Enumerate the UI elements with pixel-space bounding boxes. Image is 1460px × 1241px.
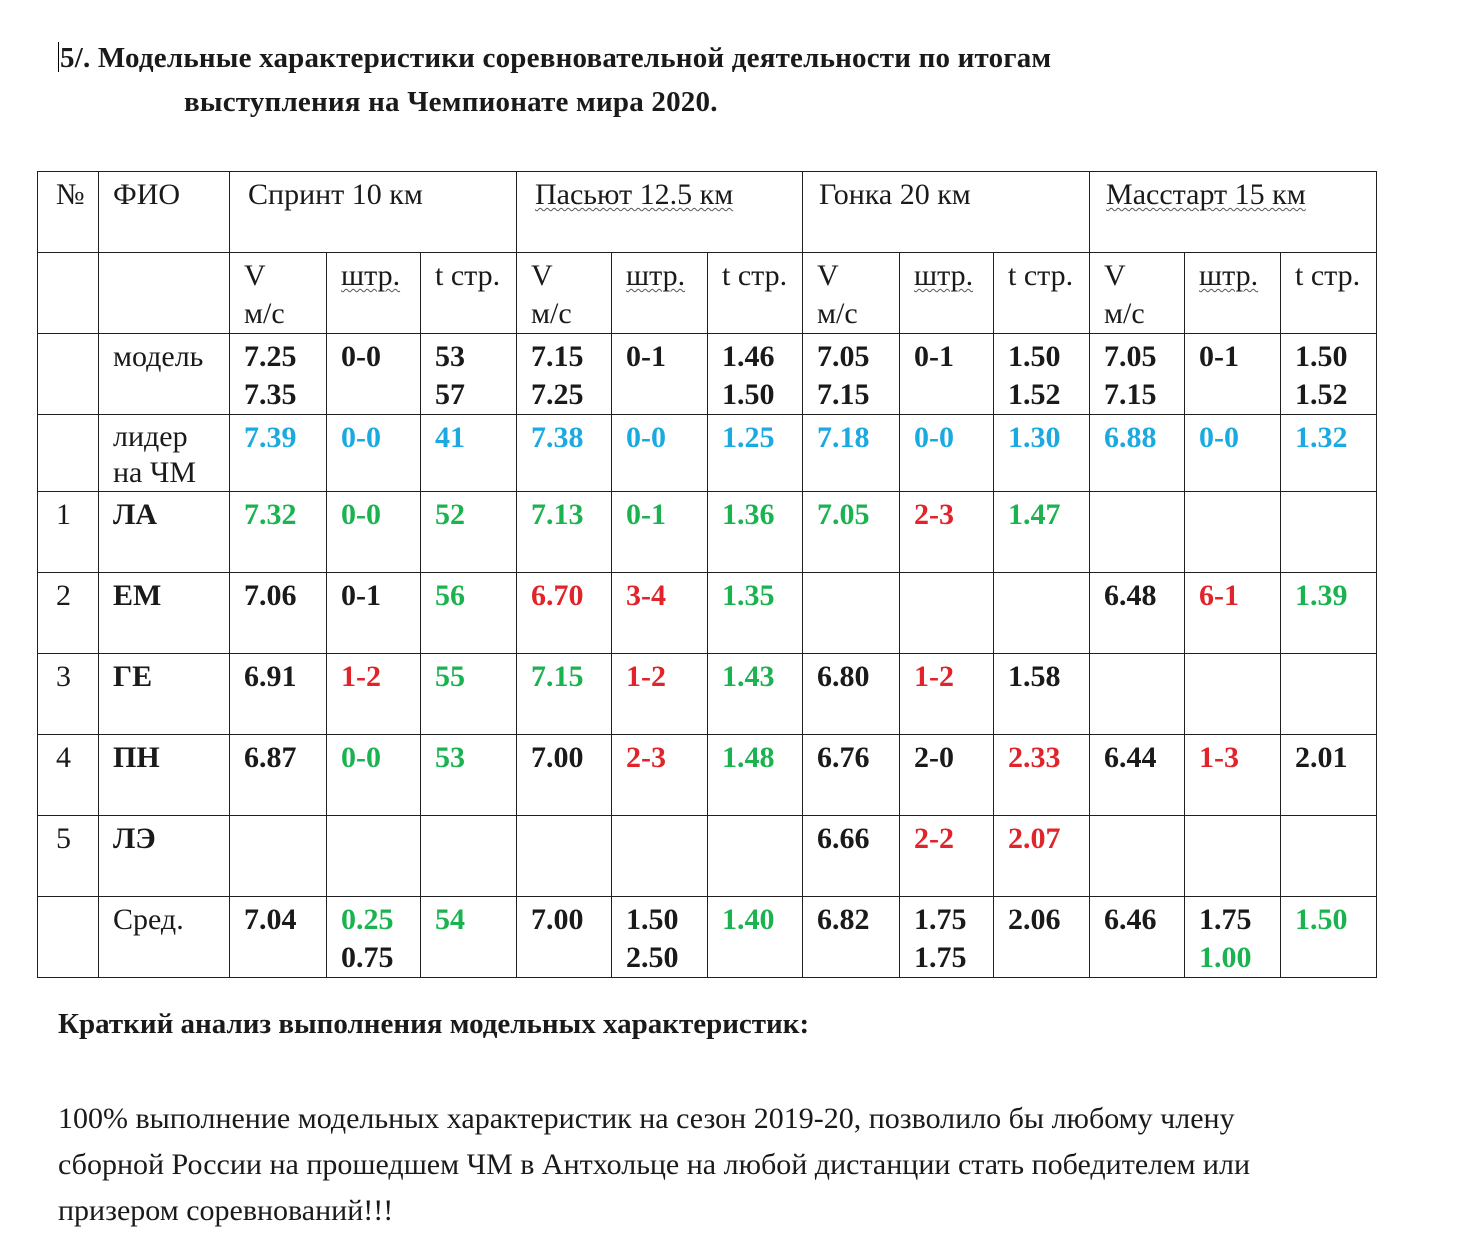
text-cursor — [58, 42, 59, 72]
athlete-number: 4 — [38, 735, 99, 816]
table-cell — [708, 816, 803, 897]
table-cell: 2-3 — [900, 492, 994, 573]
table-cell: 1.50 — [1281, 897, 1377, 978]
athlete-row — [38, 573, 1377, 654]
athlete-row — [38, 654, 1377, 735]
table-cell: 6.80 — [803, 654, 900, 735]
table-cell: 1.48 — [708, 735, 803, 816]
table-cell: 0-0 — [327, 492, 421, 573]
table-cell: 7.13 — [517, 492, 612, 573]
table-cell: 7.05 7.15 — [1090, 334, 1185, 415]
table-cell: 6.66 — [803, 816, 900, 897]
table-cell: 0.25 0.75 — [327, 897, 421, 978]
header-row — [38, 172, 1377, 253]
table-cell: 1.30 — [994, 415, 1090, 492]
table-cell: 0-0 — [327, 735, 421, 816]
table-cell: 54 — [421, 897, 517, 978]
table-cell: 53 57 — [421, 334, 517, 415]
table-cell: 6.76 — [803, 735, 900, 816]
table-cell — [612, 816, 708, 897]
row-label-average: Сред. — [99, 897, 230, 978]
model-characteristics-table — [37, 171, 1377, 978]
table-cell: 7.38 — [517, 415, 612, 492]
row-label-model: модель — [99, 334, 230, 415]
analysis-line-1: 100% выполнение модельных характеристик на сезон 2019-20, позволило бы любому члену — [58, 1102, 1235, 1135]
table-cell: 1-2 — [900, 654, 994, 735]
table-cell: 0-1 — [612, 334, 708, 415]
table-cell: 1.58 — [994, 654, 1090, 735]
table-cell: 6.91 — [230, 654, 327, 735]
table-cell: 41 — [421, 415, 517, 492]
subheader-row — [38, 253, 1377, 334]
table-cell: 1.25 — [708, 415, 803, 492]
table-cell: 6.46 — [1090, 897, 1185, 978]
table-cell: 2.06 — [994, 897, 1090, 978]
athlete-name: ЛА — [99, 492, 230, 573]
analysis-title: Краткий анализ выполнения модельных характеристик: — [58, 1008, 810, 1040]
header-sprint: Спринт 10 км — [230, 172, 517, 253]
table-cell — [1281, 654, 1377, 735]
table-cell: 1-3 — [1185, 735, 1281, 816]
header-pursuit-label: Пасьют 12.5 км — [535, 178, 734, 211]
table-cell — [230, 816, 327, 897]
table-cell: 1.50 1.52 — [994, 334, 1090, 415]
table-cell: 1.40 — [708, 897, 803, 978]
table-cell: 7.18 — [803, 415, 900, 492]
table-cell: 1.50 1.52 — [1281, 334, 1377, 415]
header-individual: Гонка 20 км — [803, 172, 1090, 253]
table-cell: 1.35 — [708, 573, 803, 654]
subheader-penalty: штр. — [327, 253, 421, 334]
table-cell: 2-3 — [612, 735, 708, 816]
athlete-name: ЛЭ — [99, 816, 230, 897]
table-cell: 3-4 — [612, 573, 708, 654]
header-massstart-label: Масстарт 15 км — [1106, 178, 1306, 211]
table-cell: 0-0 — [900, 415, 994, 492]
table-cell: 2-0 — [900, 735, 994, 816]
athlete-number: 3 — [38, 654, 99, 735]
table-cell: 0-1 — [1185, 334, 1281, 415]
table-cell: 55 — [421, 654, 517, 735]
athlete-name: ПН — [99, 735, 230, 816]
athlete-row — [38, 816, 1377, 897]
table-cell: 6.82 — [803, 897, 900, 978]
table-cell: 7.15 7.25 — [517, 334, 612, 415]
table-cell: 0-0 — [1185, 415, 1281, 492]
table-cell: 1.75 1.00 — [1185, 897, 1281, 978]
subheader-shooting-time: t стр. — [421, 253, 517, 334]
subheader-penalty: штр. — [1185, 253, 1281, 334]
model-row — [38, 334, 1377, 415]
table-cell: 2.33 — [994, 735, 1090, 816]
table-cell: 7.32 — [230, 492, 327, 573]
table-cell — [1281, 492, 1377, 573]
table-cell: 0-1 — [612, 492, 708, 573]
table-cell — [803, 573, 900, 654]
table-cell: 7.15 — [517, 654, 612, 735]
athlete-number: 1 — [38, 492, 99, 573]
athlete-name: ГЕ — [99, 654, 230, 735]
table-cell: 53 — [421, 735, 517, 816]
table-cell: 1.75 1.75 — [900, 897, 994, 978]
subheader-empty — [38, 253, 99, 334]
header-number: № — [38, 172, 99, 253]
table-cell: 1-2 — [327, 654, 421, 735]
table-cell: 2-2 — [900, 816, 994, 897]
table-cell — [1090, 816, 1185, 897]
table-cell: 1.47 — [994, 492, 1090, 573]
row-label-leader: лидер на ЧМ — [99, 415, 230, 492]
table-cell: 1.46 1.50 — [708, 334, 803, 415]
table-cell — [1185, 492, 1281, 573]
analysis-line-2: сборной России на прошедшем ЧМ в Антхольце на любой дистанции стать победителем или — [58, 1148, 1251, 1181]
table-cell — [1185, 654, 1281, 735]
leader-row — [38, 415, 1377, 492]
table-cell: 6.87 — [230, 735, 327, 816]
table-cell — [1090, 492, 1185, 573]
table-cell: 7.00 — [517, 897, 612, 978]
table-cell: 7.06 — [230, 573, 327, 654]
athlete-row — [38, 735, 1377, 816]
subheader-penalty: штр. — [612, 253, 708, 334]
table-cell: 6.70 — [517, 573, 612, 654]
heading-line-2: выступления на Чемпионате мира 2020. — [184, 86, 718, 118]
table-cell: 6.88 — [1090, 415, 1185, 492]
table-cell: 1.50 2.50 — [612, 897, 708, 978]
subheader-speed: V м/с — [1090, 253, 1185, 334]
average-row — [38, 897, 1377, 978]
table-cell: 2.07 — [994, 816, 1090, 897]
document-heading — [58, 36, 1051, 124]
subheader-empty — [99, 253, 230, 334]
table-cell — [38, 897, 99, 978]
table-cell — [1185, 816, 1281, 897]
table-cell: 0-1 — [327, 573, 421, 654]
subheader-penalty: штр. — [900, 253, 994, 334]
table-cell: 0-0 — [327, 334, 421, 415]
table-cell: 7.05 — [803, 492, 900, 573]
table-cell: 56 — [421, 573, 517, 654]
table-cell — [38, 334, 99, 415]
table-cell — [38, 415, 99, 492]
athlete-row — [38, 492, 1377, 573]
table-cell — [327, 816, 421, 897]
table-cell: 0-0 — [327, 415, 421, 492]
subheader-shooting-time: t стр. — [1281, 253, 1377, 334]
subheader-shooting-time: t стр. — [994, 253, 1090, 334]
table-cell: 1.39 — [1281, 573, 1377, 654]
table-cell: 7.04 — [230, 897, 327, 978]
subheader-shooting-time: t стр. — [708, 253, 803, 334]
athlete-number: 5 — [38, 816, 99, 897]
subheader-speed: V м/с — [230, 253, 327, 334]
table-cell: 2.01 — [1281, 735, 1377, 816]
heading-line-1: 5/. Модельные характеристики соревновательной деятельности по итогам — [60, 42, 1052, 74]
header-fio: ФИО — [99, 172, 230, 253]
subheader-speed: V м/с — [517, 253, 612, 334]
table-cell: 1.43 — [708, 654, 803, 735]
table-cell: 52 — [421, 492, 517, 573]
header-pursuit — [517, 172, 803, 253]
subheader-speed: V м/с — [803, 253, 900, 334]
analysis-body — [58, 1096, 1438, 1234]
table-cell: 6.44 — [1090, 735, 1185, 816]
table-cell: 7.00 — [517, 735, 612, 816]
analysis-line-3: призером соревнований!!! — [58, 1194, 394, 1227]
table-cell — [517, 816, 612, 897]
athlete-number: 2 — [38, 573, 99, 654]
table-cell — [994, 573, 1090, 654]
table-cell — [1281, 816, 1377, 897]
table-cell: 0-0 — [612, 415, 708, 492]
table-cell — [421, 816, 517, 897]
header-massstart — [1090, 172, 1377, 253]
table-cell: 1.36 — [708, 492, 803, 573]
table-cell: 0-1 — [900, 334, 994, 415]
table-cell: 6-1 — [1185, 573, 1281, 654]
table-cell: 7.05 7.15 — [803, 334, 900, 415]
table-cell: 7.39 — [230, 415, 327, 492]
table-cell — [1090, 654, 1185, 735]
table-cell: 7.25 7.35 — [230, 334, 327, 415]
table-cell: 6.48 — [1090, 573, 1185, 654]
athlete-name: ЕМ — [99, 573, 230, 654]
table-cell: 1-2 — [612, 654, 708, 735]
table-cell — [900, 573, 994, 654]
table-cell: 1.32 — [1281, 415, 1377, 492]
